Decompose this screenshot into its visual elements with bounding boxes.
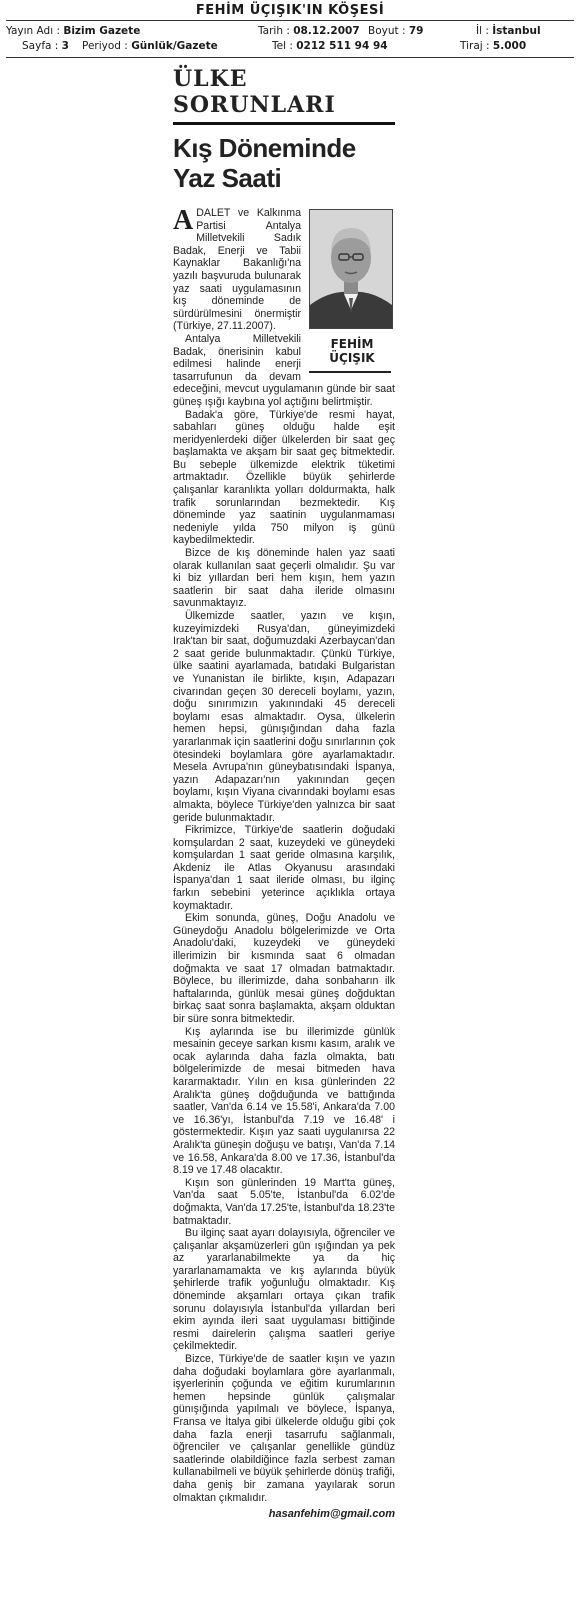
headline	[173, 133, 395, 193]
paragraph: ADALET ve Kalkınma Partisi Antalya Milletvekili Sadık Badak, Enerji ve Tabii Kaynaklar Bakanlığı'na yazılı başvuruda bulunarak yaz saati uygulamasının kış döneminde de sürdürülmesini önermiştir (Türkiye, 27.11.2007).	[173, 205, 301, 333]
paragraph: Badak'a göre, Türkiye'de resmi hayat, sabahları güneş olduğu halde eşit meridyenlerdeki diğer ülkelerden bir saat geç başlamakta ve akşam bir saat geç bitmektedir. Bu sebeple ülkemizde elektrik tüketimi artmaktadır. Özellikle büyük şehirlerde çalışanlar karanlıkta yolları doldurmakta, halk trafik sorunlarından bezmektedir. Kış döneminde yaz saatinin uygulanmaması nedeniyle yılda 750 milyon iş günü kaybedilmektedir.	[173, 408, 395, 547]
meta-circulation: Tiraj : 5.000	[460, 40, 527, 52]
paragraph: Bizce de kış döneminde halen yaz saati olarak kullanılan saat geçerli olmalıdır. Şu var ki biz yıllardan beri hem kışın, hem yazın saatlerin bir saat daha ileride olmasını savunmaktayız.	[173, 547, 395, 610]
column-title: FEHİM ÜÇIŞIK'IN KÖŞESİ	[195, 3, 385, 18]
meta-period: Periyod : Günlük/Gazete	[82, 40, 218, 52]
paragraph: Ülkemizde saatler, yazın ve kışın, kuzeyimizdeki Rusya'dan, güneyimizdeki Irak'tan bir saat, doğumuzdaki Azerbaycan'dan 2 saat geride bulunmaktadır. Çünkü Türkiye, ülke saatini ayarlamada, batıdaki Bulgaristan ve Yunanistan ile birlikte, kışın, Adapazarı civarından geçen 30 dereceli boylamı, yazın, doğu sınırımızın yakınındaki 45 dereceli boylamı esas almaktadır. Oysa, ülkelerin hemen hepsi, günışığından daha fazla yararlanmak için saatlerini doğu sınırlarının çok ötesindeki boylamlara göre ayarlamaktadır. Mesela Avrupa'nın güneybatısındaki İspanya, yazın Adapazarı'nın yakınından geçen boylamı, kışın Viyana civarındaki boylamı esas almakta, böylece Türkiye'den yalnızca bir saat geride bulunmaktadır.	[173, 610, 395, 824]
paragraph: Bu ilginç saat ayarı dolayısıyla, öğrenciler ve çalışanlar akşamüzerleri gün ışığından ya pek az yararlanabilmekte ya da hiç yararlanamamakta ve kış aylarında büyük şehirlerde trafik yoğunluğu olmaktadır. Kış döneminde akşamları ortaya çıkan trafik sorunu dolayısıyla İstanbul'da yıllardan beri ekim ayında ileri saat uygulaması bittiğinde resmi dairelerin çalışma saatleri geriye çekilmektedir.	[173, 1227, 395, 1353]
author-portrait-icon	[310, 210, 392, 328]
paragraph: Bizce, Türkiye'de de saatler kışın ve yazın daha doğudaki boylamlara göre ayarlanmalı, işyerlerinin çoğunda ve eğitim kurumlarının hemen hepsinde günlük çalışmalar günışığında yapılmalı ve böylece, İspanya, Fransa ve İtalya gibi ülkelerde olduğu gibi çok daha fazla enerji tasarrufu sağlanmalı, öğrenciler ve çalışanlar genellikle gündüz saatlerinde olabildiğince fazla serbest zaman kullanabilmeli ve büyük şehirlerde dönüş trafiği, daha geniş bir zamana yayılarak sorun olmaktan çıkmalıdır.	[173, 1353, 395, 1504]
drop-cap: A	[173, 205, 194, 236]
meta-date: Tarih : 08.12.2007	[258, 25, 360, 37]
paragraph: Ekim sonunda, güneş, Doğu Anadolu ve Güneydoğu Anadolu bölgelerimizde ve Orta Anadolu'daki, kuzeydeki ve güneydeki illerimizin bir kısmında saat 6 olmadan doğmakta ve saat 17 olmadan batmaktadır. Böylece, bu illerimizde, daha sonbaharın ilk haftalarında, günlük mesai güneş doğduktan birkaç saat sonra başlamakta, akşam olduktan bir süre sonra bitmektedir.	[173, 912, 395, 1025]
paragraph: Antalya Milletvekili Badak, önerisinin kabul edilmesi halinde enerji tasarrufunun da devam edeceğini, mevcut uygulamanın günde bir saat güneş ışığı kaybına yol açtığını belirtmiştir.	[173, 332, 395, 408]
headline-line-1: Kış Döneminde	[173, 133, 356, 163]
article-column	[173, 66, 395, 1520]
meta-city: İl : İstanbul	[476, 25, 541, 37]
header-rule-bottom	[6, 57, 574, 58]
meta-phone: Tel : 0212 511 94 94	[272, 40, 388, 52]
author-email: hasanfehim@gmail.com	[268, 1508, 395, 1521]
author-name: FEHİM ÜÇIŞIK	[329, 337, 375, 365]
author-box	[309, 209, 395, 373]
paragraph: Kış aylarında ise bu illerimizde günlük mesainin geceye sarkan kısmı kasım, aralık ve ocak aylarında daha fazla olmakta, batı bölgelerimizde de mesai bitmeden hava kararmaktadır. Yılın en kısa günlerinden 22 Aralık'ta güneş doğduğunda ve battığında saatler, Van'da 6.14 ve 15.58'i, Ankara'da 7.00 ve 16.36'yı, İstanbul'da 7.19 ve 16.48' i göstermektedir. Kışın yaz saati uygulanırsa 22 Aralık'ta güneşin doğuşu ve batışı, Van'da 7.14 ve 16.58, Ankara'da 8.00 ve 17.36, İstanbul'da 8.19 ve 17.48 olacaktır.	[173, 1025, 395, 1177]
author-photo	[309, 209, 393, 329]
meta-publication: Yayın Adı : Bizim Gazete	[6, 25, 141, 37]
paragraph: Kışın son günlerinden 19 Mart'ta güneş, Van'da saat 5.05'te, İstanbul'da 6.02'de doğmakta, Van'da 17.25'te, İstanbul'da 18.23'te batmaktadır.	[173, 1176, 395, 1227]
header-rule-top	[6, 20, 574, 21]
section-label: ÜLKE SORUNLARI	[173, 66, 395, 125]
meta-page: Sayfa : 3	[22, 40, 69, 52]
meta-size: Boyut : 79	[368, 25, 424, 37]
author-rule	[309, 371, 391, 373]
clipping-header	[0, 0, 580, 58]
paragraph: Fikrimizce, Türkiye'de saatlerin doğudaki komşulardan 2 saat, kuzeydeki ve güneydeki komşulardan 1 saat geride olmasına karşılık, Akdeniz ile Atlas Okyanusu arasındaki İspanya'dan 1 saat ileride olması, bu ilginç farkın sebebini yeterince açıklıkla ortaya koymaktadır.	[173, 824, 395, 912]
article-body	[173, 207, 395, 1520]
headline-line-2: Yaz Saati	[173, 163, 282, 193]
